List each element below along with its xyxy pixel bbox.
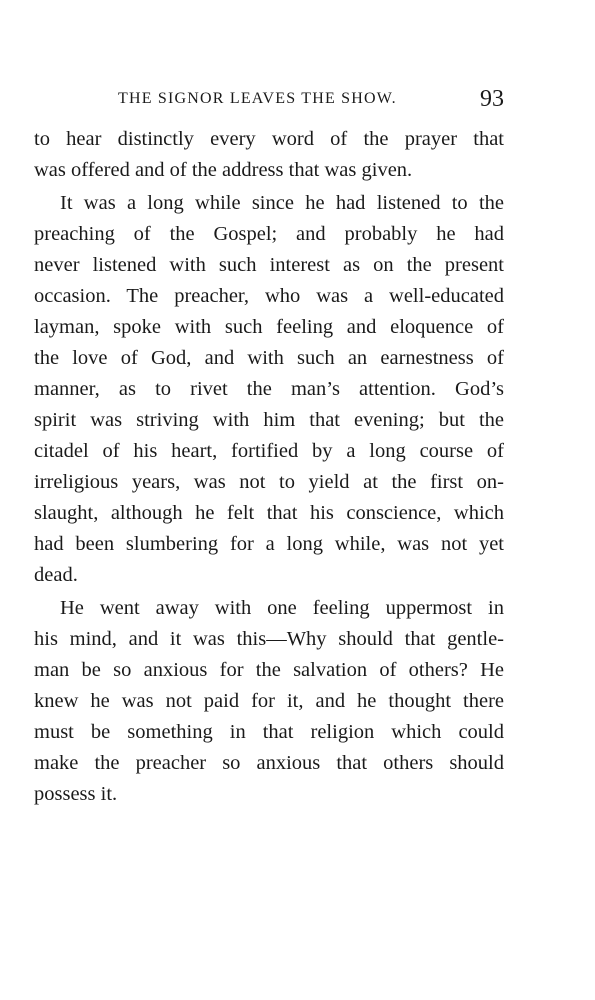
running-title: THE SIGNOR LEAVES THE SHOW. (118, 90, 397, 107)
running-head (118, 86, 504, 114)
text-line: the love of God, and with such an earnestness of (34, 347, 504, 369)
text-line: It was a long while since he had listened to the (60, 192, 504, 214)
paragraph (34, 593, 504, 810)
page-number: 93 (480, 86, 504, 112)
text-line: preaching of the Gospel; and probably he had (34, 223, 504, 245)
text-line: knew he was not paid for it, and he thought there (34, 690, 504, 712)
text-line: never listened with such interest as on the present (34, 254, 504, 276)
text-line: He went away with one feeling uppermost in (60, 597, 504, 619)
body-text (34, 124, 504, 810)
text-line: was offered and of the address that was given. (34, 159, 413, 181)
text-line: citadel of his heart, fortified by a long course of (34, 440, 504, 462)
text-line: to hear distinctly every word of the prayer that (34, 128, 504, 150)
text-line: must be something in that religion which could (34, 721, 504, 743)
text-line: irreligious years, was not to yield at the first on- (34, 471, 504, 493)
text-line: his mind, and it was this—Why should that gentle- (34, 628, 504, 650)
text-line: slaught, although he felt that his conscience, which (34, 502, 504, 524)
text-line: layman, spoke with such feeling and eloquence of (34, 316, 504, 338)
text-line: man be so anxious for the salvation of others? He (34, 659, 504, 681)
paragraph (34, 124, 504, 186)
text-line: make the preacher so anxious that others should (34, 752, 504, 774)
text-line: had been slumbering for a long while, was not yet (34, 533, 504, 555)
text-line: possess it. (34, 783, 118, 805)
text-line: manner, as to rivet the man’s attention. God’s (34, 378, 504, 400)
text-line: spirit was striving with him that evening; but the (34, 409, 504, 431)
text-line: occasion. The preacher, who was a well-educated (34, 285, 504, 307)
text-line: dead. (34, 564, 78, 586)
paragraph (34, 188, 504, 591)
